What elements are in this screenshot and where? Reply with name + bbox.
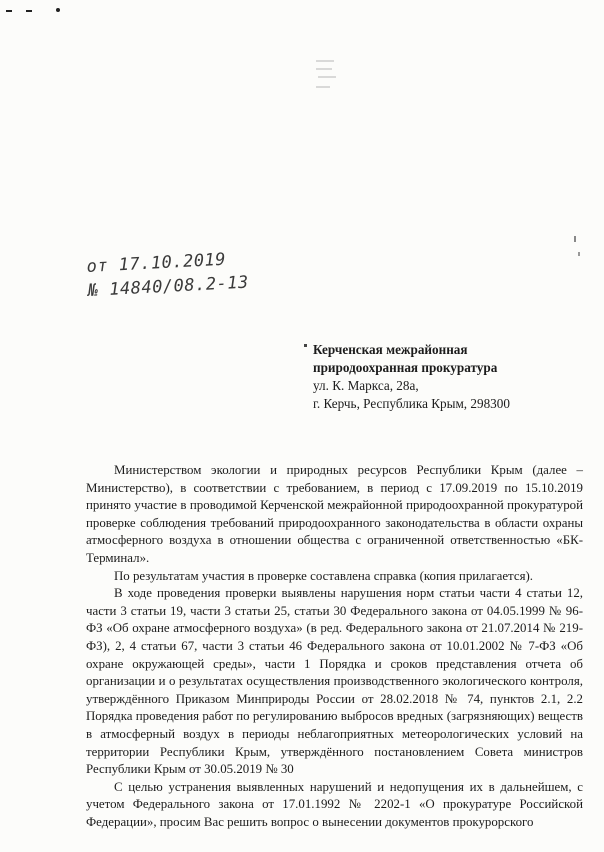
addressee-street: ул. К. Маркса, 28а, xyxy=(313,378,419,393)
letter-body xyxy=(86,462,583,831)
paragraph-report: По результатам участия в проверке составлена справка (копия прилагается). xyxy=(114,568,534,583)
paragraph-request: С целью устранения выявленных нарушений и недопущения их в дальнейшем, с учетом Федерального закона от 17.01.1992 № 2202-1 «О прокуратуре Российской Федерации», просим Вас решить вопрос о вынесении документов прокурорского xyxy=(86,779,583,829)
paragraph-participation: Министерством экологии и природных ресурсов Республики Крым (далее – Министерство), в соответствии с требованием, в период с 17.09.2019 по 15.10.2019 принято участие в проводимой Керченской межрайонной природоохранной прокуратурой проверке соблюдения требований природоохранного законодательства в области охраны атмосферного воздуха в отношении общества с ограниченной ответственностью «БК-Терминал». xyxy=(86,463,583,565)
addressee-city: г. Керчь, Республика Крым, 298300 xyxy=(313,396,510,411)
scan-mark-dot xyxy=(56,8,60,12)
scan-mark-dash-1 xyxy=(6,10,12,12)
paragraph-violations: В ходе проведения проверки выявлены нарушения норм статьи части 4 статьи 12, части 3 статьи 19, части 3 статьи 25, статьи 30 Федерального закона от 04.05.1999 № 96-ФЗ «Об охране атмосферного воздуха» (в ред. Федерального закона от 21.07.2014 № 219-ФЗ), 2, 4 статьи 67, части 3 статьи 46 Федерального закона от 10.01.2002 № 7-ФЗ «Об охране окружающей среды», части 1 Порядка и сроков представления отчета об организации и о результатах осуществления производственного экологического контроля, утверждённого Приказом Минприроды России от 28.02.2018 № 74, пунктов 2.1, 2.2 Порядка проведения работ по регулированию выбросов вредных (загрязняющих) веществ в атмосферный воздух в периоды неблагоприятных метеорологических условий на территории Республики Крым, утверждённого постановлением Совета министров Республики Крым от 30.05.2019 № 30 xyxy=(86,586,583,777)
addressee-name-line2: природоохранная прокуратура xyxy=(313,360,498,375)
addressee-name-line1: Керченская межрайонная xyxy=(313,342,468,357)
handwritten-registration xyxy=(86,247,249,303)
scan-mark-dash-2 xyxy=(26,10,32,12)
addressee-corner-mark xyxy=(304,344,307,347)
scan-mark-edge-2 xyxy=(578,252,580,256)
handwritten-date: от 17.10.2019 xyxy=(86,249,227,277)
handwritten-number: № 14840/08.2-13 xyxy=(87,272,250,301)
scan-mark-edge xyxy=(574,236,576,242)
show-through-mark xyxy=(312,55,342,101)
addressee-block xyxy=(313,341,510,413)
